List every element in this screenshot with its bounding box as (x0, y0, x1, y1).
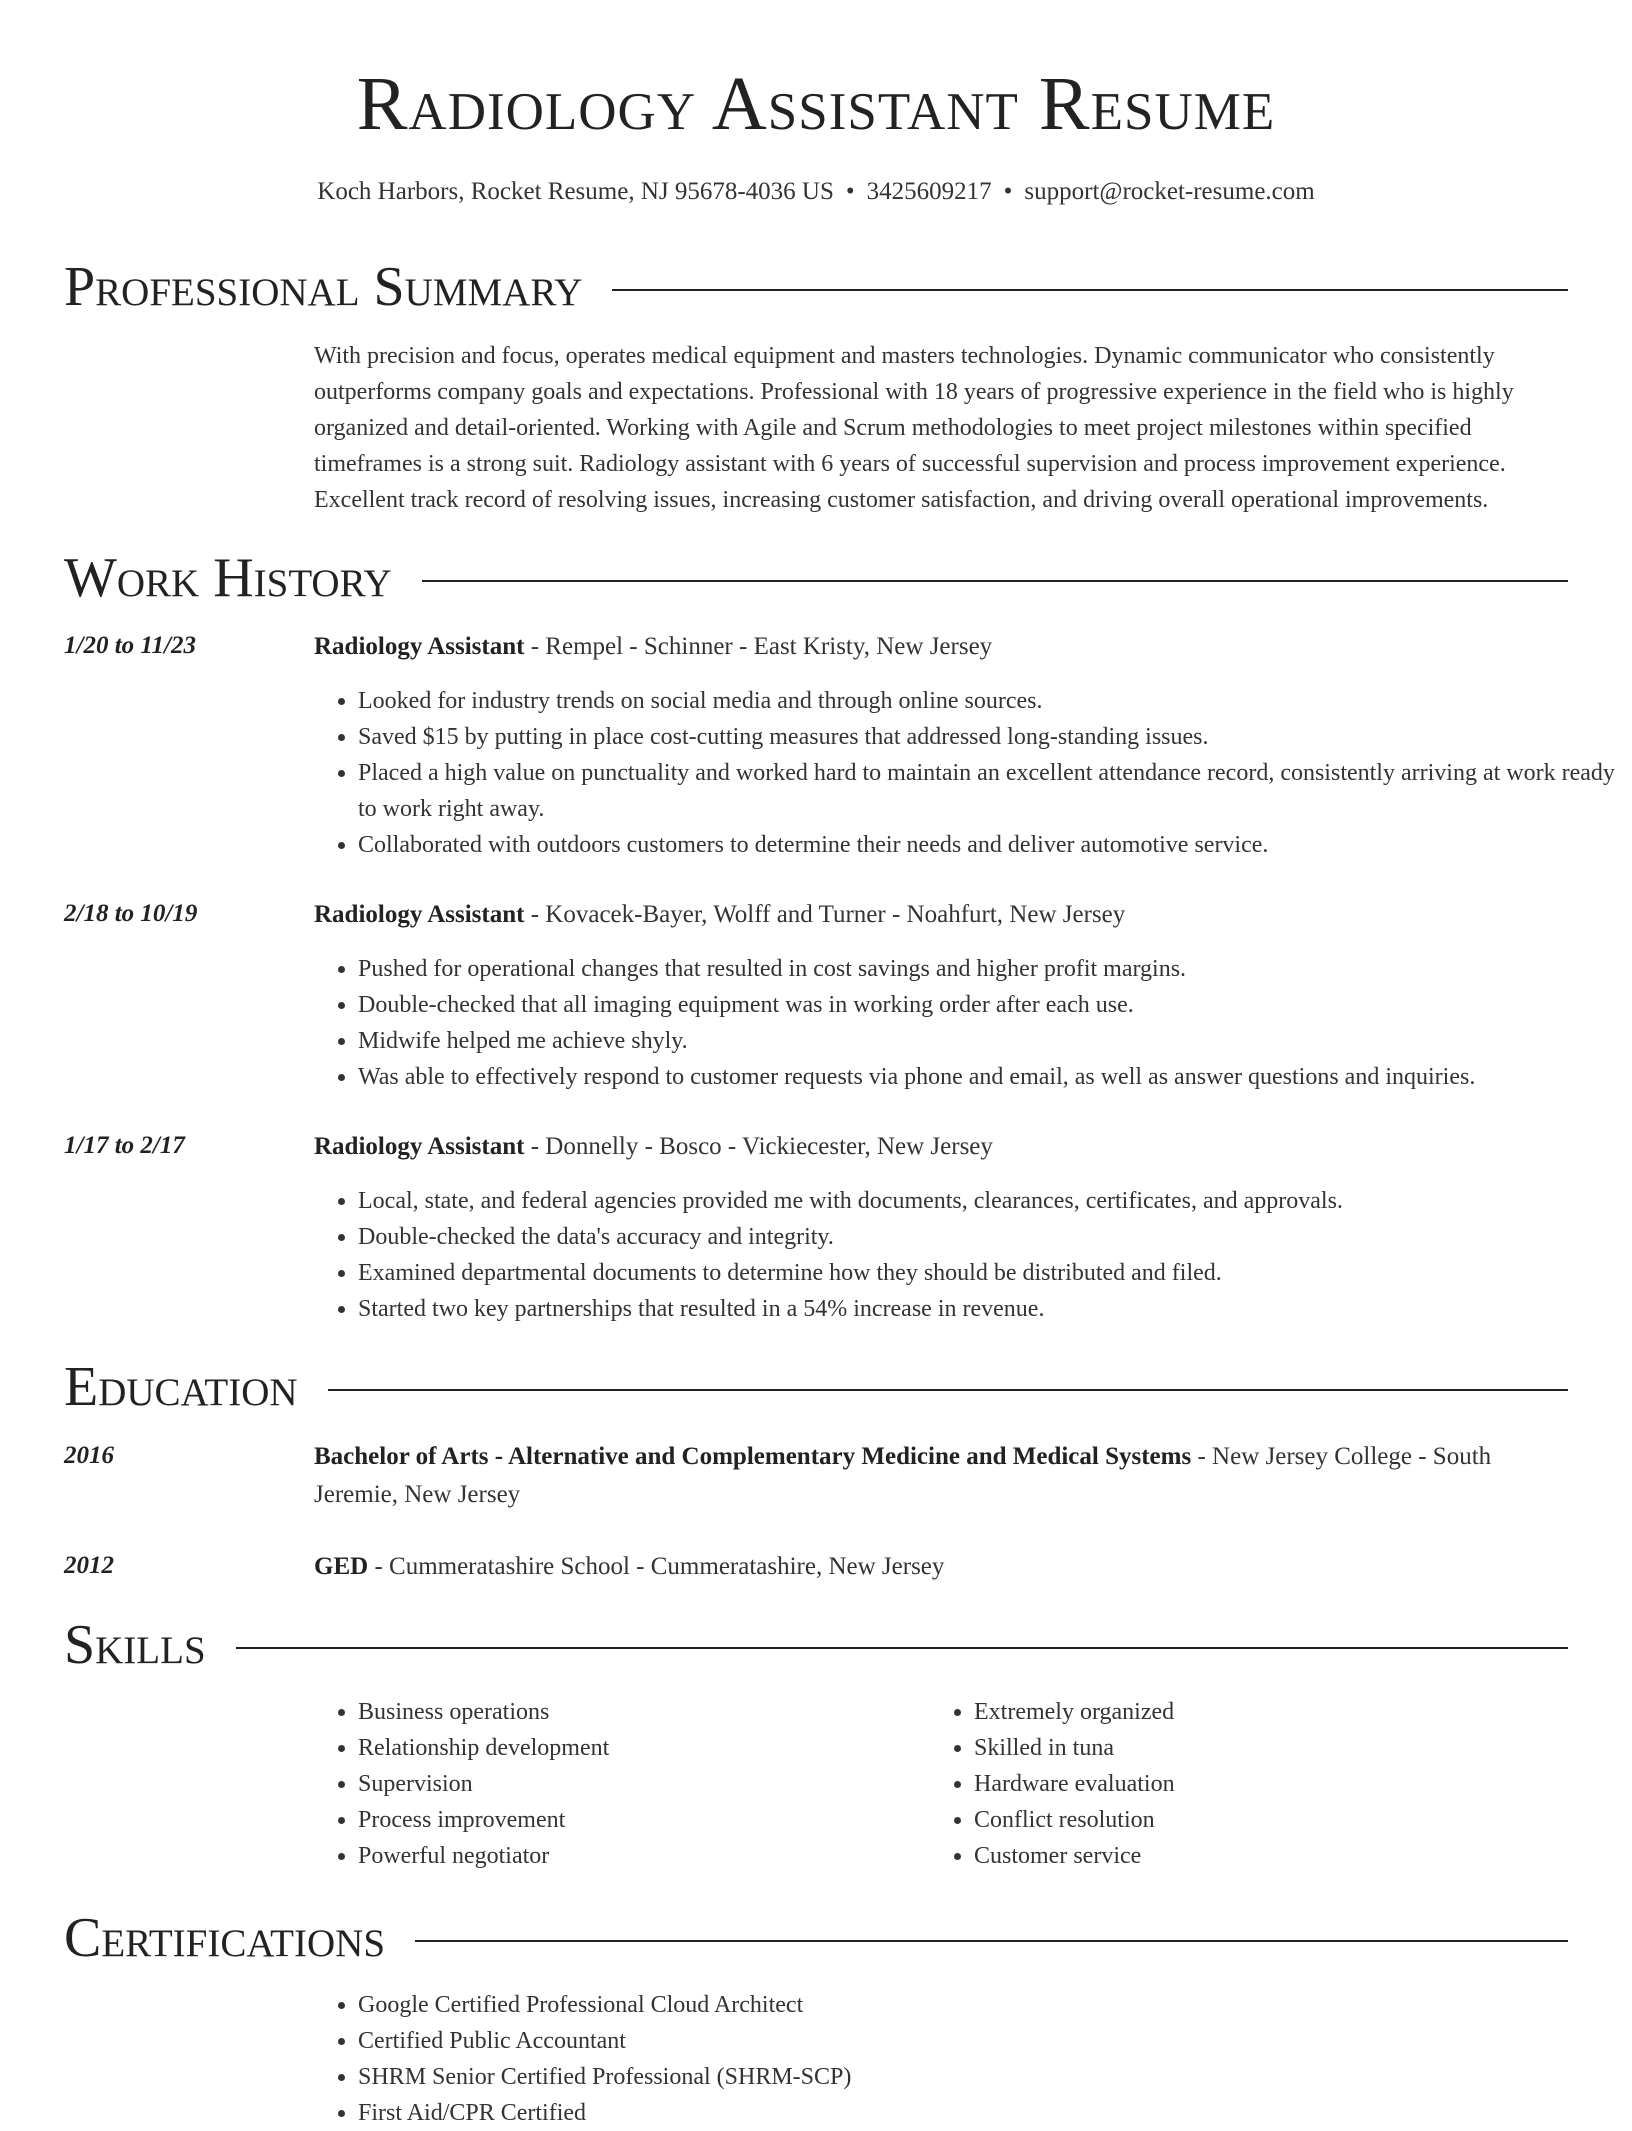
education-year: 2016 (64, 1442, 114, 1469)
skill-item: • Business operations (358, 1694, 918, 1730)
list-item: • Pushed for operational changes that resulted in cost savings and higher profit margins. (358, 951, 1618, 987)
list-item: • Started two key partnerships that resulted in a 54% increase in revenue. (358, 1291, 1618, 1327)
section-divider (415, 1940, 1568, 1942)
job-dates: 1/17 to 2/17 (64, 1132, 185, 1159)
list-item: • Double-checked that all imaging equipment was in working order after each use. (358, 987, 1618, 1023)
list-item: • Collaborated with outdoors customers to determine their needs and deliver automotive service. (358, 827, 1618, 863)
section-certifications (64, 1903, 1568, 1973)
list-item: • Local, state, and federal agencies provided me with documents, clearances, certificates, and approvals. (358, 1183, 1618, 1219)
section-heading: Professional Summary (64, 256, 583, 318)
list-item: • Placed a high value on punctuality and worked hard to maintain an excellent attendance record, consistently arriving at work ready to work right away. (358, 755, 1618, 827)
education-year: 2012 (64, 1552, 114, 1579)
job-heading (314, 1128, 1568, 1166)
job-bullets (314, 951, 1618, 1095)
job-heading (314, 628, 1568, 666)
section-divider (236, 1647, 1568, 1649)
contact-line (0, 174, 1632, 210)
education-school: - Cummeratashire School - Cummeratashire, New Jersey (368, 1553, 945, 1580)
certifications-list (314, 1987, 1618, 2131)
skill-item: • Conflict resolution (974, 1802, 1534, 1838)
skill-item: • Powerful negotiator (358, 1838, 918, 1874)
job-title: Radiology Assistant (314, 633, 525, 660)
job-employer: - Donnelly - Bosco - Vickiecester, New Jersey (524, 1133, 993, 1160)
education-heading (314, 1548, 1568, 1586)
skill-item: • Process improvement (358, 1802, 918, 1838)
list-item: • Was able to effectively respond to customer requests via phone and email, as well as answer questions and inquiries. (358, 1059, 1618, 1095)
contact-separator: • (1003, 178, 1013, 205)
certification-item: • SHRM Senior Certified Professional (SHRM-SCP) (358, 2059, 1618, 2095)
education-school: - New Jersey College - South Jeremie, New Jersey (314, 1443, 1492, 1508)
section-heading: Certifications (64, 1907, 386, 1969)
education-degree: GED (314, 1553, 369, 1580)
skills-list-right (930, 1694, 1534, 1874)
job-bullets (314, 683, 1618, 863)
section-heading: Education (64, 1356, 298, 1418)
section-skills (64, 1610, 1568, 1680)
list-item: • Examined departmental documents to determine how they should be distributed and filed. (358, 1255, 1618, 1291)
list-item: • Saved $15 by putting in place cost-cutting measures that addressed long-standing issues. (358, 719, 1618, 755)
resume-title: Radiology Assistant Resume (356, 62, 1276, 146)
contact-address: Koch Harbors, Rocket Resume, NJ 95678-4036 US (317, 178, 834, 205)
job-employer: - Rempel - Schinner - East Kristy, New Jersey (524, 633, 993, 660)
skill-item: • Supervision (358, 1766, 918, 1802)
section-divider (328, 1389, 1568, 1391)
job-employer: - Kovacek-Bayer, Wolff and Turner - Noahfurt, New Jersey (524, 901, 1126, 928)
section-work-history (64, 543, 1568, 613)
section-divider (422, 580, 1568, 582)
skill-item: • Extremely organized (974, 1694, 1534, 1730)
section-heading: Skills (64, 1614, 206, 1676)
job-heading (314, 896, 1568, 934)
job-title: Radiology Assistant (314, 1133, 525, 1160)
summary-text: With precision and focus, operates medical equipment and masters technologies. Dynamic communicator who consistently outperforms company goals and expectations. Professional with 18 years of progressive experience in the field who is highly organized and detail-oriented. Working with Agile and Scrum methodologies to meet project milestones within specified timeframes is a strong suit. Radiology assistant with 6 years of successful supervision and process improvement experience. Excellent track record of resolving issues, increasing customer satisfaction, and driving overall operational improvements. (314, 343, 1514, 513)
skill-item: • Relationship development (358, 1730, 918, 1766)
contact-phone: 3425609217 (866, 178, 992, 205)
certification-item: • Certified Public Accountant (358, 2023, 1618, 2059)
education-heading (314, 1438, 1568, 1514)
skill-item: • Hardware evaluation (974, 1766, 1534, 1802)
contact-email: support@rocket-resume.com (1024, 178, 1315, 205)
job-dates: 1/20 to 11/23 (64, 632, 196, 659)
list-item: • Looked for industry trends on social media and through online sources. (358, 683, 1618, 719)
education-degree: Bachelor of Arts - Alternative and Complementary Medicine and Medical Systems (314, 1443, 1192, 1470)
contact-separator: • (845, 178, 855, 205)
list-item: • Midwife helped me achieve shyly. (358, 1023, 1618, 1059)
section-divider (612, 289, 1568, 291)
section-professional-summary (64, 252, 1568, 322)
job-title: Radiology Assistant (314, 901, 525, 928)
skills-list-left (314, 1694, 918, 1874)
section-heading: Work History (64, 547, 392, 609)
skill-item: • Skilled in tuna (974, 1730, 1534, 1766)
certification-item: • First Aid/CPR Certified (358, 2095, 1618, 2131)
list-item: • Double-checked the data's accuracy and integrity. (358, 1219, 1618, 1255)
skill-item: • Customer service (974, 1838, 1534, 1874)
section-education (64, 1352, 1568, 1422)
certification-item: • Google Certified Professional Cloud Architect (358, 1987, 1618, 2023)
job-dates: 2/18 to 10/19 (64, 900, 198, 927)
job-bullets (314, 1183, 1618, 1327)
